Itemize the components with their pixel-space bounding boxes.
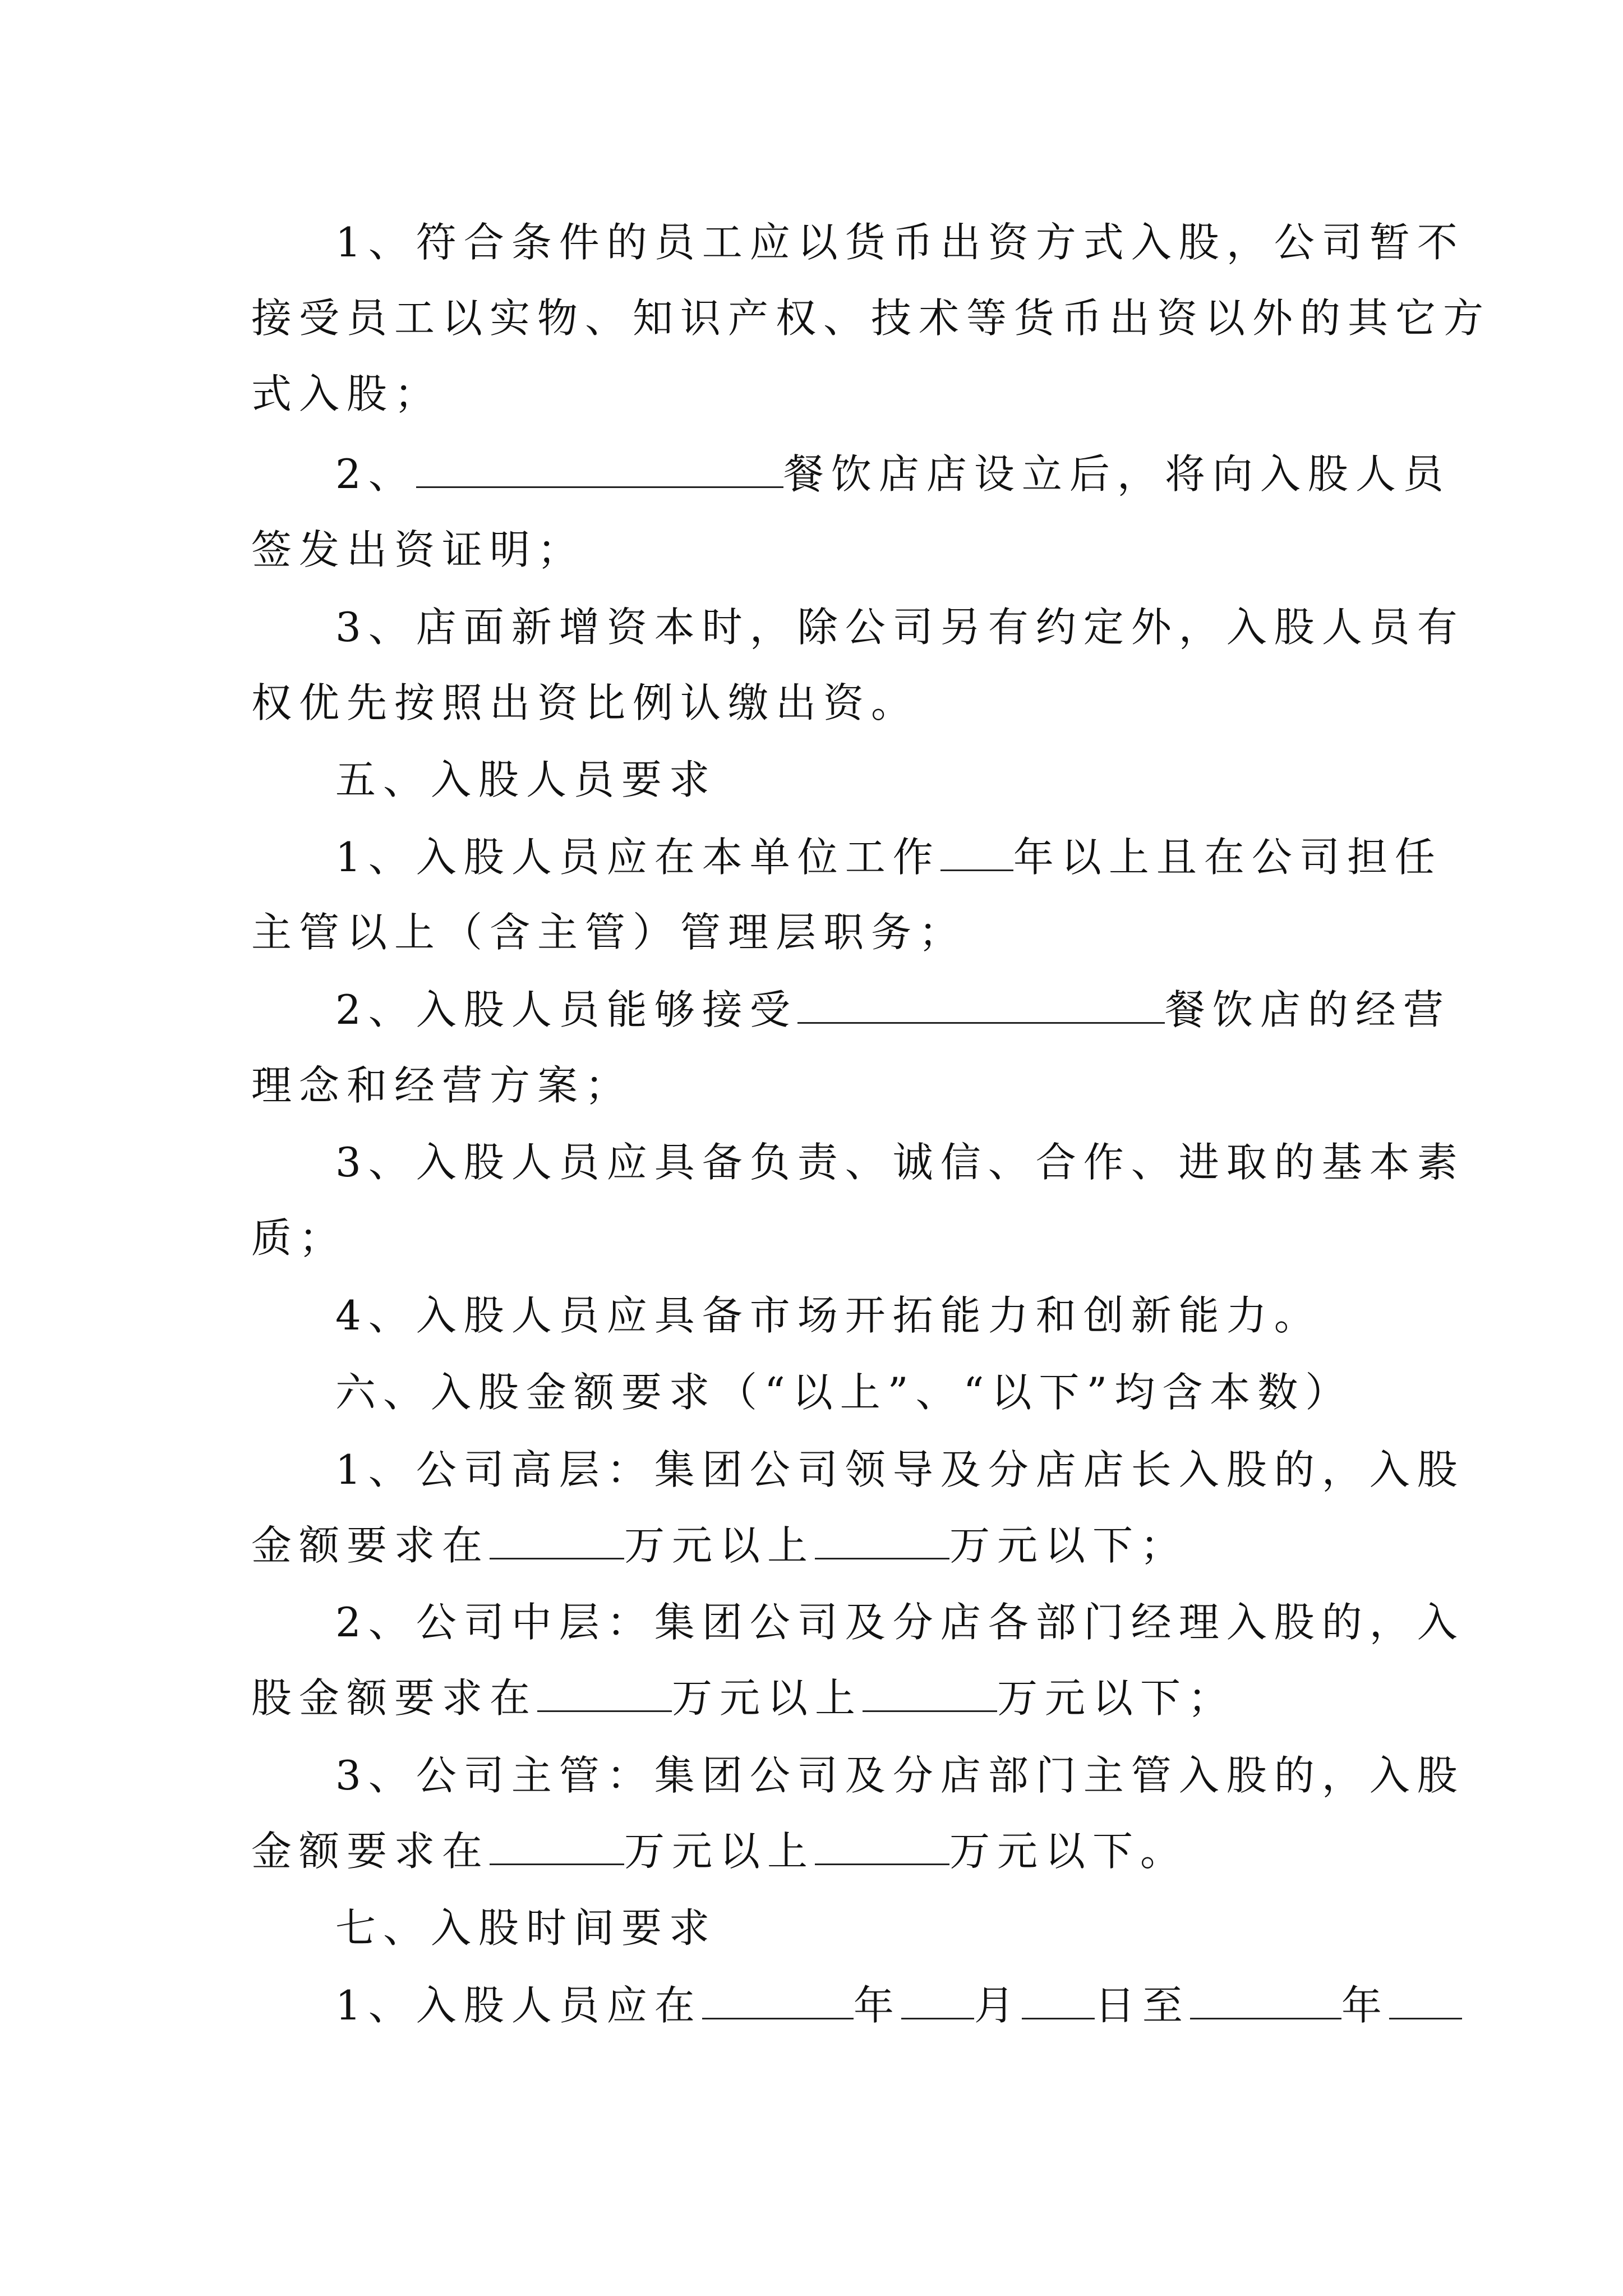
text-line: 权优先按照出资比例认缴出资。	[251, 679, 919, 726]
fill-in-blank[interactable]	[416, 482, 783, 488]
fill-in-blank[interactable]	[490, 1859, 624, 1865]
text-line: 股金额要求在 万元以上 万元以下；	[251, 1674, 1236, 1722]
text-line: 2、 餐饮店店设立后，将向入股人员	[335, 450, 1451, 498]
fill-in-blank[interactable]	[1190, 2013, 1341, 2019]
text-line: 1、公司高层：集团公司领导及分店店长入股的，入股	[335, 1446, 1465, 1493]
text-line: 2、公司中层：集团公司及分店各部门经理入股的，入	[335, 1599, 1465, 1646]
fill-in-blank[interactable]	[940, 865, 1013, 871]
text-line: 主管以上（含主管）管理层职务；	[251, 909, 967, 956]
text-line: 2、入股人员能够接受 餐饮店的经营	[335, 986, 1451, 1033]
text-line: 4、入股人员应具备市场开拓能力和创新能力。	[335, 1292, 1322, 1339]
text-line: 3、店面新增资本时，除公司另有约定外，入股人员有	[335, 604, 1465, 651]
fill-in-blank[interactable]	[490, 1553, 624, 1559]
fill-in-blank[interactable]	[815, 1859, 949, 1865]
fill-in-blank[interactable]	[1389, 2013, 1462, 2019]
fill-in-blank[interactable]	[901, 2013, 974, 2019]
fill-in-blank[interactable]	[537, 1706, 672, 1712]
fill-in-blank[interactable]	[863, 1706, 997, 1712]
text-line: 3、公司主管：集团公司及分店部门主管入股的，入股	[335, 1752, 1465, 1799]
text-line: 金额要求在 万元以上 万元以下。	[251, 1828, 1188, 1875]
fill-in-blank[interactable]	[797, 1018, 1165, 1024]
text-line: 接受员工以实物、知识产权、技术等货币出资以外的其它方	[251, 295, 1491, 342]
section-heading: 六、入股金额要求（“以上”、“以下”均含本数）	[335, 1369, 1353, 1416]
fill-in-blank[interactable]	[815, 1553, 949, 1559]
text-line: 1、符合条件的员工应以货币出资方式入股，公司暂不	[335, 219, 1465, 266]
fill-in-blank[interactable]	[702, 2013, 854, 2019]
text-line: 质；	[251, 1214, 347, 1262]
section-heading: 五、入股人员要求	[335, 756, 717, 803]
text-line: 式入股；	[251, 370, 442, 417]
text-line: 1、入股人员应在本单位工作 年以上且在公司担任	[335, 834, 1442, 881]
text-line: 理念和经营方案；	[251, 1062, 633, 1109]
text-line: 3、入股人员应具备负责、诚信、合作、进取的基本素	[335, 1139, 1465, 1186]
text-line: 金额要求在 万元以上 万元以下；	[251, 1522, 1188, 1569]
fill-in-blank[interactable]	[1022, 2013, 1095, 2019]
text-line: 签发出资证明；	[251, 526, 585, 573]
text-line: 1、入股人员应在 年 月 日至 年	[335, 1977, 1462, 2033]
section-heading: 七、入股时间要求	[335, 1904, 717, 1952]
